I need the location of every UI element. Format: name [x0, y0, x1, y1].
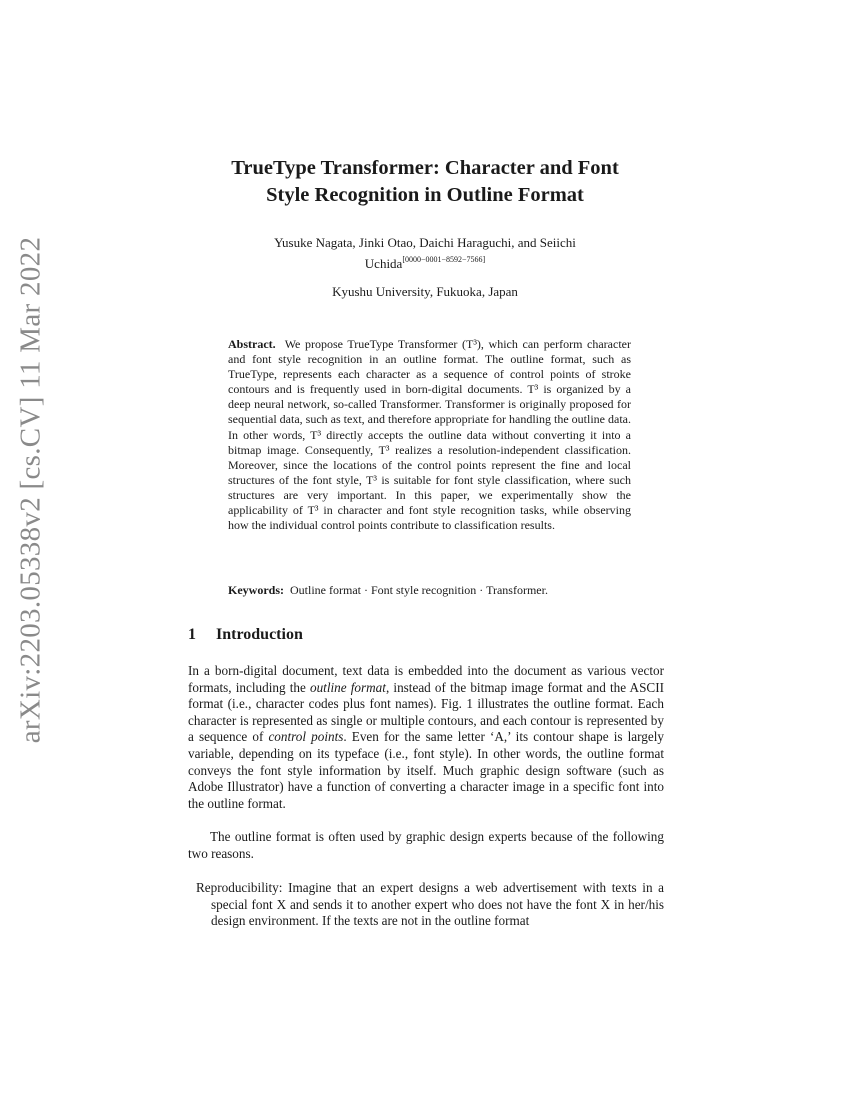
arxiv-id: arXiv:2203.05338v2 [cs.CV] 11 Mar 2022 — [14, 236, 47, 744]
keywords — [228, 583, 631, 598]
intro-paragraph-1 — [188, 663, 664, 812]
section-number: 1 — [188, 626, 196, 643]
keywords-label: Keywords: — [228, 583, 284, 597]
emphasis-control-points: control points — [268, 729, 344, 745]
text-run: . Even for the same letter ‘A,’ its contour shape is largely variable, depending on its typeface (i.e., font style). In other words, the outline format conveys the font style information by itself. Much graphic design software (such as Adobe Illustrator) have a function of converting a character image in a specific font into the outline format. — [188, 729, 664, 811]
abstract-text: We propose TrueType Transformer (T³), which can perform character and font style recognition in an outline format. The outline format, such as TrueType, represents each character as a sequence of control points of stroke contours and is frequently used in born-digital documents. T³ is organized by a deep neural network, so-called Transformer. Transformer is originally proposed for sequential data, such as text, and therefore appropriate for handling the outline data. In other words, T³ directly accepts the outline data without converting it into a bitmap image. Consequently, T³ realizes a resolution-independent classification. Moreover, since the locations of the control points represent the fine and local structures of the font style, T³ is suitable for font style classification, where such structures are very important. In this paper, we experimentally show the applicability of T³ in character and font style recognition tasks, while observing how the individual control points contribute to classification results. — [228, 337, 631, 533]
authors-line-2 — [150, 251, 700, 272]
title-line-1: TrueType Transformer: Character and Font — [231, 157, 619, 179]
affiliation: Kyushu University, Fukuoka, Japan — [332, 284, 518, 299]
section-title: Introduction — [216, 626, 303, 643]
abstract — [228, 337, 631, 533]
paper-title — [150, 155, 700, 209]
text-run: , instead of the bitmap image format and the ASCII format (i.e., character codes plus font names). Fig. 1 illustrates the outline format. Each character is represented as single or multiple contours, and each contour is represented by a sequence of — [188, 679, 664, 745]
abstract-label: Abstract. — [228, 337, 276, 351]
author-last: Uchida — [364, 256, 403, 271]
description-item — [188, 880, 664, 930]
intro-paragraph-2: The outline format is often used by graphic design experts because of the following two reasons. — [188, 829, 664, 861]
authors-line-1: Yusuke Nagata, Jinki Otao, Daichi Haraguchi, and Seiichi — [274, 235, 576, 250]
title-line-2: Style Recognition in Outline Format — [266, 184, 584, 206]
text-run: In a born-digital document, text data is embedded into the document as various vector formats, including the — [188, 663, 664, 695]
keywords-text: Outline format · Font style recognition · Transformer. — [290, 583, 548, 597]
description-term: Reproducibility: — [196, 880, 283, 895]
authors — [150, 234, 700, 272]
orcid: [0000−0001−8592−7566] — [402, 255, 486, 264]
arxiv-stamp — [6, 236, 56, 744]
section-heading — [188, 626, 303, 644]
description-text: Imagine that an expert designs a web advertisement with texts in a special font X and sends it to another expert who does not have the font X in her/his design environment. If the texts are not in the outline format — [211, 880, 665, 929]
emphasis-outline-format: outline format — [309, 679, 386, 695]
